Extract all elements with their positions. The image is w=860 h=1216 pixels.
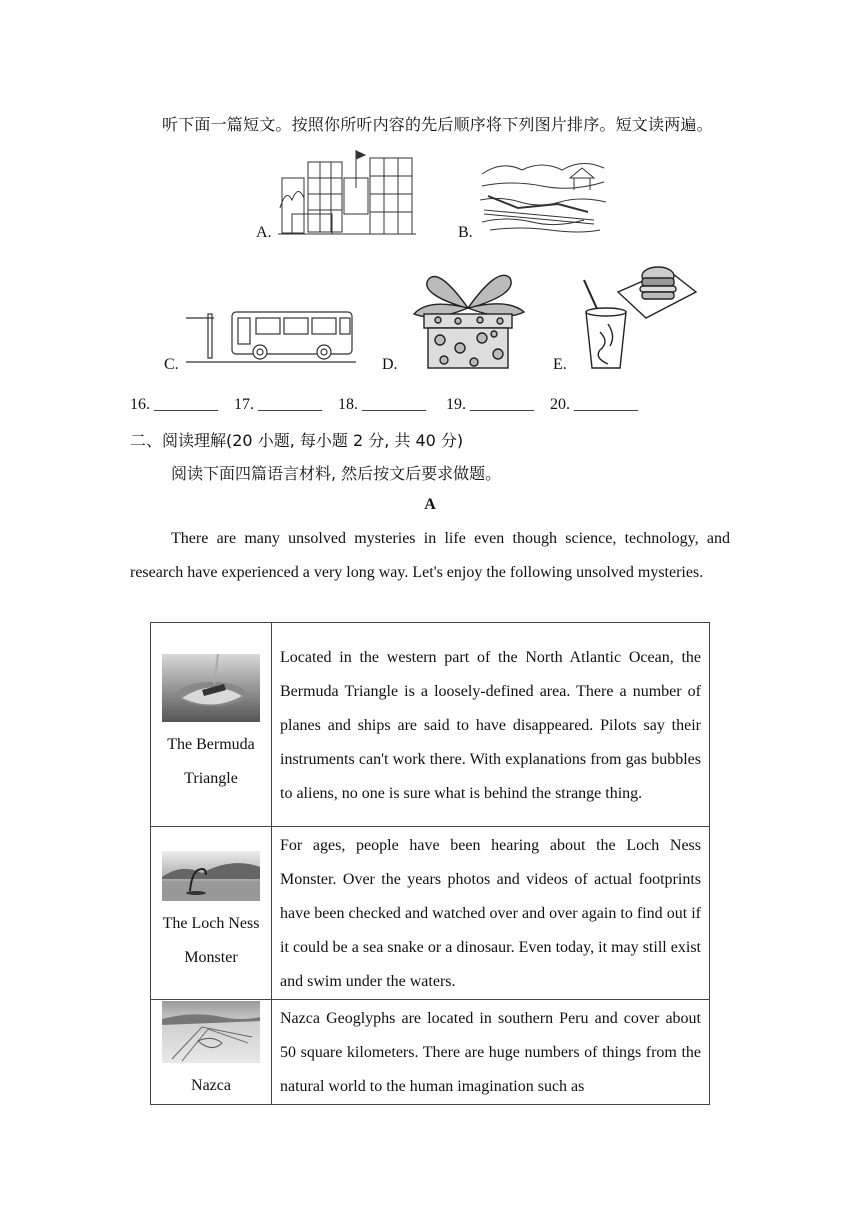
option-d-label: D. — [382, 356, 398, 373]
bus-icon — [186, 304, 356, 366]
lake-pavilion-icon — [480, 156, 606, 236]
option-c-label: C. — [164, 356, 179, 373]
mystery-name-cell — [151, 827, 272, 1000]
table-row — [151, 827, 710, 1000]
mysteries-table — [150, 622, 710, 1105]
answer-blanks: 16. ________ 17. ________ 18. ________ 19. ________ 20. ________ — [130, 396, 638, 413]
mystery-name: Nazca — [191, 1077, 231, 1094]
intro-paragraph: There are many unsolved mysteries in life even though science, technology, and research have experienced a very long way. Let's enjoy the following unsolved mysteries. — [130, 530, 730, 581]
mystery-name-cell — [151, 1000, 272, 1105]
section-instruction: 阅读下面四篇语言材料, 然后按文后要求做题。 — [171, 464, 502, 483]
option-e-label: E. — [553, 356, 567, 373]
drink-burger-icon — [578, 262, 700, 372]
option-b-label: B. — [458, 224, 473, 241]
table-row — [151, 1000, 710, 1105]
mystery-name: The Loch Ness Monster — [162, 915, 260, 966]
gift-box-icon — [410, 268, 528, 372]
passage-title: A — [424, 496, 436, 513]
mystery-description: Nazca Geoglyphs are located in southern Peru and cover about 50 square kilometers. There are huge numbers of things from the natural world to the human imagination such as — [272, 1000, 710, 1105]
table-row — [151, 623, 710, 827]
plane-crash-photo-icon — [162, 654, 260, 722]
section-heading: 二、阅读理解(20 小题, 每小题 2 分, 共 40 分) — [130, 431, 464, 450]
loch-ness-photo-icon — [162, 851, 260, 901]
nazca-lines-photo-icon — [162, 1001, 260, 1063]
mystery-name-cell — [151, 623, 272, 827]
mystery-name: The Bermuda Triangle — [167, 735, 255, 787]
option-a-label: A. — [256, 224, 272, 241]
mystery-description: Located in the western part of the North Atlantic Ocean, the Bermuda Triangle is a loosely-defined area. There a number of planes and ships are said to have disappeared. Pilots say their instruments can't work there. With explanations from gas bubbles to aliens, no one is sure what is behind the strange thing. — [272, 623, 710, 827]
passage-intro — [130, 522, 730, 590]
school-buildings-icon — [278, 148, 416, 238]
mystery-description: For ages, people have been hearing about the Loch Ness Monster. Over the years photos and videos of actual footprints have been checked and watched over and over again to find out if it could be a sea snake or a dinosaur. Even today, it may still exist and swim under the waters. — [272, 827, 710, 1000]
listening-instruction: 听下面一篇短文。按照你所听内容的先后顺序将下列图片排序。短文读两遍。 — [162, 115, 713, 134]
